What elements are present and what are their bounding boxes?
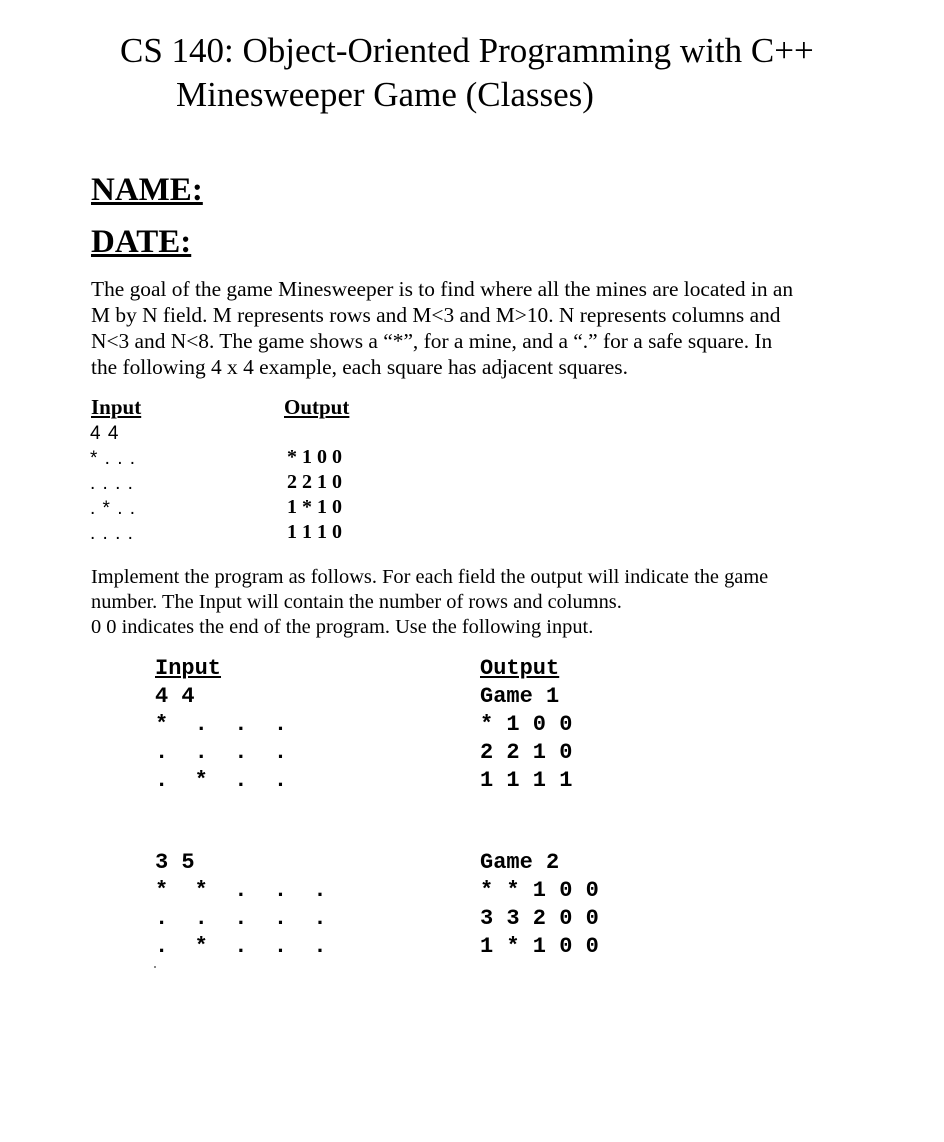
- game2-input-line: 3 5: [155, 850, 195, 875]
- game2-output-line: 3 3 2 0 0: [480, 906, 599, 931]
- intro-paragraph: [91, 276, 881, 380]
- game1-input-line: . . . .: [155, 740, 288, 765]
- course-title: CS 140: Object-Oriented Programming with C++: [120, 31, 814, 70]
- intro-line: N<3 and N<8. The game shows a “*”, for a mine, and a “.” for a safe square. In: [91, 329, 773, 353]
- date-label: DATE:: [91, 224, 192, 260]
- example-output-block: [287, 445, 342, 545]
- instructions-line: Implement the program as follows. For each field the output will indicate the game: [91, 566, 769, 588]
- example-input-line: . . . .: [90, 473, 134, 494]
- example-output-line: 2 2 1 0: [287, 471, 342, 493]
- sample-input-heading: Input: [155, 656, 222, 681]
- game1-output-line: 1 1 1 1: [480, 768, 573, 793]
- instructions-line: number. The Input will contain the number of rows and columns.: [91, 591, 622, 613]
- game2-output-line: 1 * 1 0 0: [480, 934, 599, 959]
- instructions-line: 0 0 indicates the end of the program. Use the following input.: [91, 616, 594, 638]
- game2-output-line: Game 2: [480, 850, 560, 875]
- sample-output-heading: Output: [480, 656, 560, 681]
- intro-line: M by N field. M represents rows and M<3 and M>10. N represents columns and: [91, 303, 781, 327]
- game1-output-line: * 1 0 0: [480, 712, 573, 737]
- example-input-line: . . . .: [90, 523, 134, 544]
- intro-line: The goal of the game Minesweeper is to find where all the mines are located in an: [91, 277, 794, 301]
- game1-output-line: Game 1: [480, 684, 560, 709]
- example-output-line: * 1 0 0: [287, 446, 342, 468]
- intro-line: the following 4 x 4 example, each square has adjacent squares.: [91, 355, 628, 379]
- example-output-heading: Output: [284, 395, 350, 419]
- game2-input-line: . * . . .: [155, 934, 327, 959]
- game1-input-line: 4 4: [155, 684, 195, 709]
- game2-input-block: [155, 849, 327, 961]
- game1-input-line: * . . .: [155, 712, 288, 737]
- game1-input-line: . * . .: [155, 768, 288, 793]
- example-output-line: 1 1 1 0: [287, 521, 342, 543]
- assignment-title: Minesweeper Game (Classes): [176, 75, 594, 114]
- game2-input-line: * * . . .: [155, 878, 327, 903]
- name-label: NAME:: [91, 172, 203, 208]
- game2-output-block: [480, 849, 599, 961]
- example-input-line: 4 4: [90, 423, 120, 444]
- stray-mark: [154, 966, 156, 968]
- example-input-line: . * . .: [90, 498, 137, 519]
- game2-output-line: * * 1 0 0: [480, 878, 599, 903]
- example-input-line: * . . .: [90, 448, 137, 469]
- game1-input-block: [155, 655, 287, 795]
- game1-output-line: 2 2 1 0: [480, 740, 573, 765]
- example-input-heading: Input: [91, 395, 142, 419]
- example-output-line: 1 * 1 0: [287, 496, 342, 518]
- instructions-paragraph: [91, 565, 881, 640]
- example-input-block: [90, 421, 136, 546]
- game1-output-block: [480, 655, 572, 795]
- game2-input-line: . . . . .: [155, 906, 327, 931]
